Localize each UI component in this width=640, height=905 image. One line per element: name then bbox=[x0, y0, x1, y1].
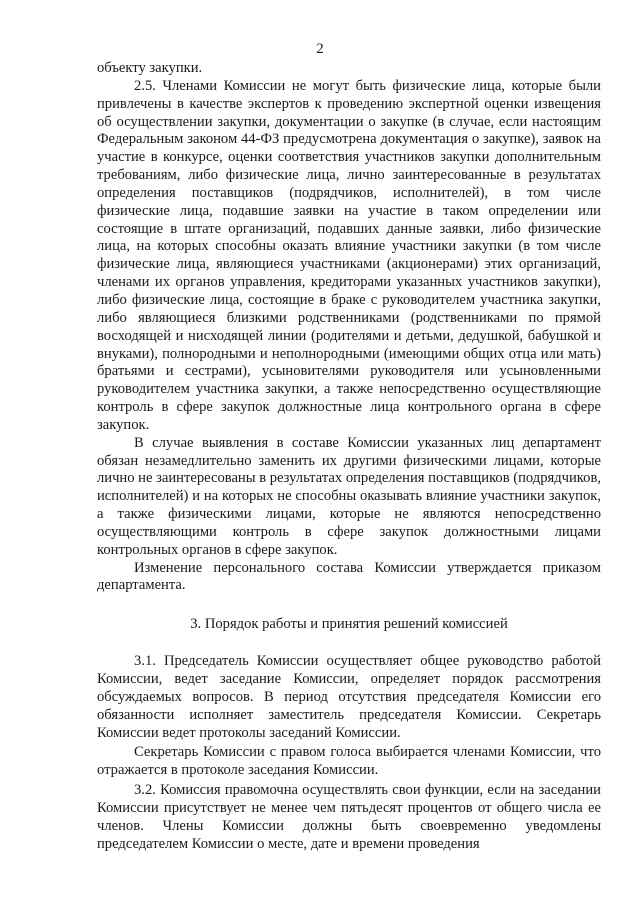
paragraph-2-5: 2.5. Членами Комиссии не могут быть физические лица, которые были привлечены в качестве экспертов к проведению экспертной оценки извещения об осуществлении закупки, документации о закупке (в случае, если настоящим Федеральным законом 44-ФЗ предусмотрена документация о закупке), заявок на участие в конкурсе, оценки соответствия участников закупки дополнительным требованиям, либо физические лица, лично заинтересованные в результатах определения поставщиков (подрядчиков, исполнителей), в том числе физические лица, подавшие заявки на участие в таком определении или состоящие в штате организаций, подавших данные заявки, либо физические лица, на которых способны оказать влияние участники закупки (в том числе физические лица, являющиеся участниками (акционерами) этих организаций, членами их органов управления, кредиторами указанных участников закупки), либо физические лица, состоящие в браке с руководителем участника закупки, либо являющиеся близкими родственниками (родственниками по прямой восходящей и нисходящей линии (родителями и детьми, дедушкой, бабушкой и внуками), полнородными и неполнородными (имеющими общих отца или мать) братьями и сестрами), усыновителями руководителя или усыновленными руководителем участника закупки, а также непосредственно осуществляющие контроль в сфере закупок должностные лица контрольного органа в сфере закупок. bbox=[97, 77, 601, 433]
paragraph-continuation: объекту закупки. bbox=[97, 60, 203, 76]
paragraph-composition-change: Изменение персонального состава Комиссии утверждается приказом департамента. bbox=[97, 559, 601, 594]
paragraph-secretary: Секретарь Комиссии с правом голоса выбирается членами Комиссии, что отражается в протоколе заседания Комиссии. bbox=[97, 744, 601, 779]
section-heading: 3. Порядок работы и принятия решений комиссией bbox=[190, 616, 508, 633]
paragraph-3-2: 3.2. Комиссия правомочна осуществлять свои функции, если на заседании Комиссии присутствует не менее чем пятьдесят процентов от общего числа ее членов. Члены Комиссии должны быть своевременно уведомлены председателем Комиссии о месте, дате и времени проведения bbox=[97, 782, 601, 852]
page-number: 2 bbox=[316, 41, 324, 57]
paragraph-replacement: В случае выявления в составе Комиссии указанных лиц департамент обязан незамедлительно заменить их другими физическими лицами, которые лично не заинтересованы в результатах определения поставщиков (подрядчиков, исполнителей) и на которых не способны оказывать влияние участники закупок, а также физическими лицами, которые не являются непосредственно осуществляющими контроль в сфере закупок должностными лицами контрольных органов в сфере закупок. bbox=[97, 434, 601, 558]
document-body bbox=[97, 60, 601, 853]
paragraph-3-1: 3.1. Председатель Комиссии осуществляет общее руководство работой Комиссии, ведет заседание Комиссии, определяет порядок рассмотрения обсуждаемых вопросов. В период отсутствия председателя Комиссии его обязанности исполняет заместитель председателя Комиссии. Секретарь Комиссии ведет протоколы заседаний Комиссии. bbox=[97, 653, 601, 741]
